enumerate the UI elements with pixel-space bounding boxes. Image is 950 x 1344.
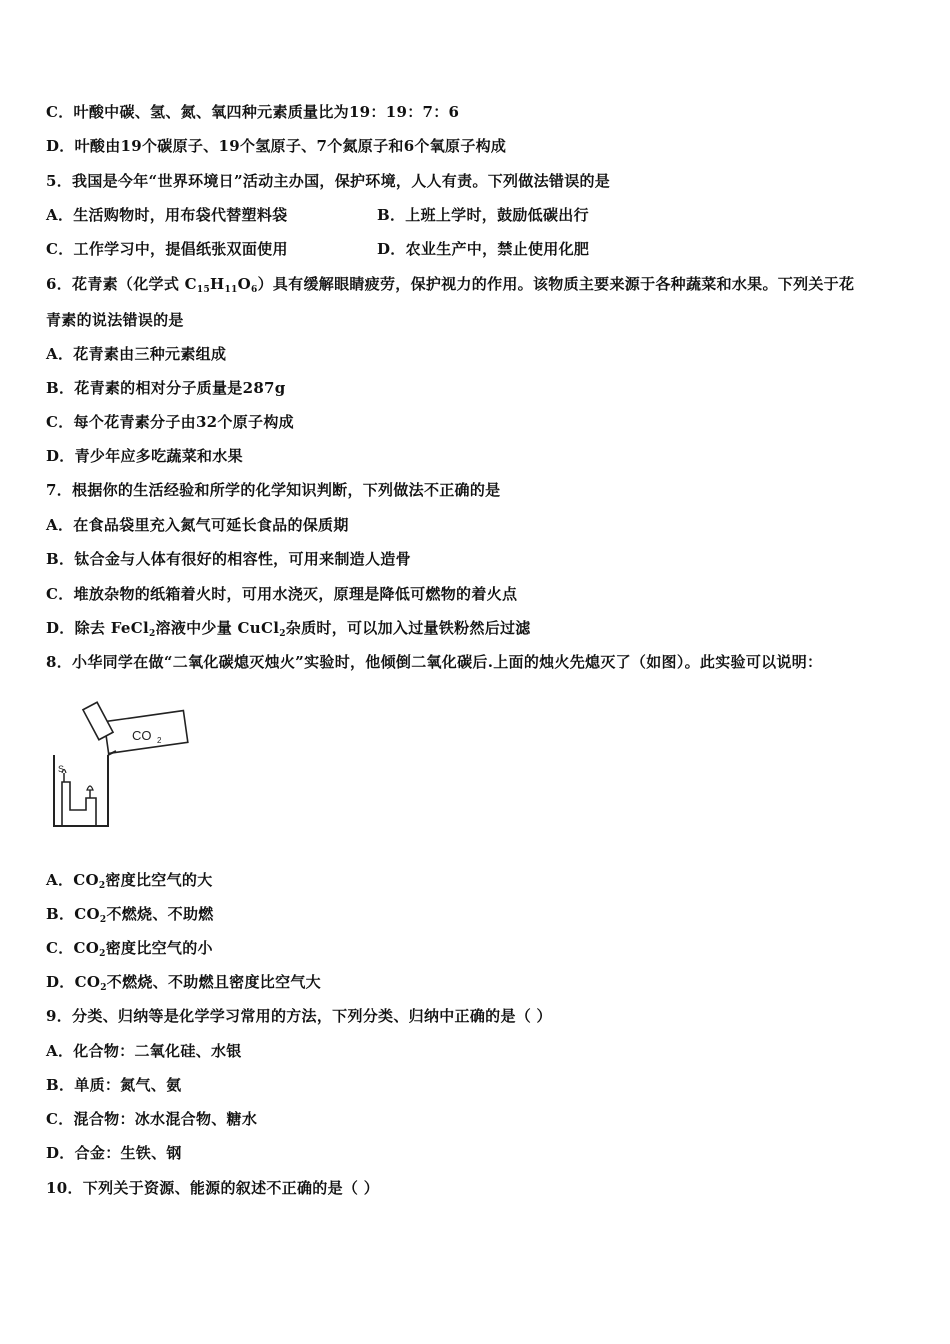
co2-label: CO bbox=[132, 728, 152, 743]
q8-option-c: C．$CO_2$密度比空气的小 bbox=[46, 939, 213, 959]
q6-option-d: D．青少年应多吃蔬菜和水果 bbox=[46, 447, 243, 465]
q6-option-b: B．花青素的相对分子质量是287g bbox=[46, 379, 286, 397]
beaker-icon bbox=[54, 751, 116, 826]
q6-option-a: A．花青素由三种元素组成 bbox=[46, 345, 227, 363]
q5-stem: 5．我国是今年“世界环境日”活动主办国，保护环境，人人有责。下列做法错误的是 bbox=[46, 172, 611, 190]
q4-option-d: D．叶酸由19个碳原子、19个氢原子、7个氮原子和6个氧原子构成 bbox=[46, 137, 507, 155]
q8-option-a: A．$CO_2$密度比空气的大 bbox=[46, 871, 213, 891]
q7-option-c: C．堆放杂物的纸箱着火时，可用水浇灭，原理是降低可燃物的着火点 bbox=[46, 585, 518, 603]
q5-option-b: B．上班上学时，鼓励低碳出行 bbox=[377, 206, 589, 224]
co2-label-sub: 2 bbox=[157, 736, 162, 745]
q7-option-b: B．钛合金与人体有很好的相容性，可用来制造人造骨 bbox=[46, 550, 411, 568]
q8-option-d: D．$CO_2$不燃烧、不助燃且密度比空气大 bbox=[46, 973, 321, 993]
q5-option-a: A．生活购物时，用布袋代替塑料袋 bbox=[46, 206, 288, 224]
q9-option-d: D．合金：生铁、钢 bbox=[46, 1144, 182, 1162]
q8-option-b: B．$CO_2$不燃烧、不助燃 bbox=[46, 905, 214, 925]
co2-experiment-figure bbox=[50, 700, 200, 830]
q9-option-c: C．混合物：冰水混合物、糖水 bbox=[46, 1110, 258, 1128]
q7-option-d: D．除去 FeCl$_2$溶液中少量 CuCl$_2$杂质时，可以加入过量铁粉然后过滤 bbox=[46, 619, 531, 639]
q6-stem: 6．花青素（化学式 $C_{15}H_{11}O_6$）具有缓解眼睛疲劳，保护视力的作用。该物质主要来源于各种蔬菜和水果。下列关于花 bbox=[46, 275, 855, 295]
q5-option-d: D．农业生产中，禁止使用化肥 bbox=[377, 240, 590, 258]
q7-option-a: A．在食品袋里充入氮气可延长食品的保质期 bbox=[46, 516, 349, 534]
q9-stem: 9．分类、归纳等是化学学习常用的方法，下列分类、归纳中正确的是（ ） bbox=[46, 1007, 552, 1025]
beaker-s-label: S bbox=[58, 764, 65, 774]
q5-option-c: C．工作学习中，提倡纸张双面使用 bbox=[46, 240, 288, 258]
q6-stem-line2: 青素的说法错误的是 bbox=[46, 311, 184, 329]
q9-option-a: A．化合物：二氧化硅、水银 bbox=[46, 1042, 242, 1060]
co2-bottle-icon bbox=[83, 702, 188, 753]
q4-option-c: C．叶酸中碳、氢、氮、氧四种元素质量比为19：19：7：6 bbox=[46, 103, 460, 121]
q9-option-b: B．单质：氮气、氨 bbox=[46, 1076, 182, 1094]
q10-stem: 10．下列关于资源、能源的叙述不正确的是（ ） bbox=[46, 1179, 379, 1197]
q6-option-c: C．每个花青素分子由32个原子构成 bbox=[46, 413, 294, 431]
q5-option-row-1 bbox=[46, 205, 287, 225]
q7-stem: 7．根据你的生活经验和所学的化学知识判断，下列做法不正确的是 bbox=[46, 481, 501, 499]
q8-stem: 8．小华同学在做“二氧化碳熄灭烛火”实验时，他倾倒二氧化碳后.上面的烛火先熄灭了（如图）。此实验可以说明： bbox=[46, 653, 823, 671]
